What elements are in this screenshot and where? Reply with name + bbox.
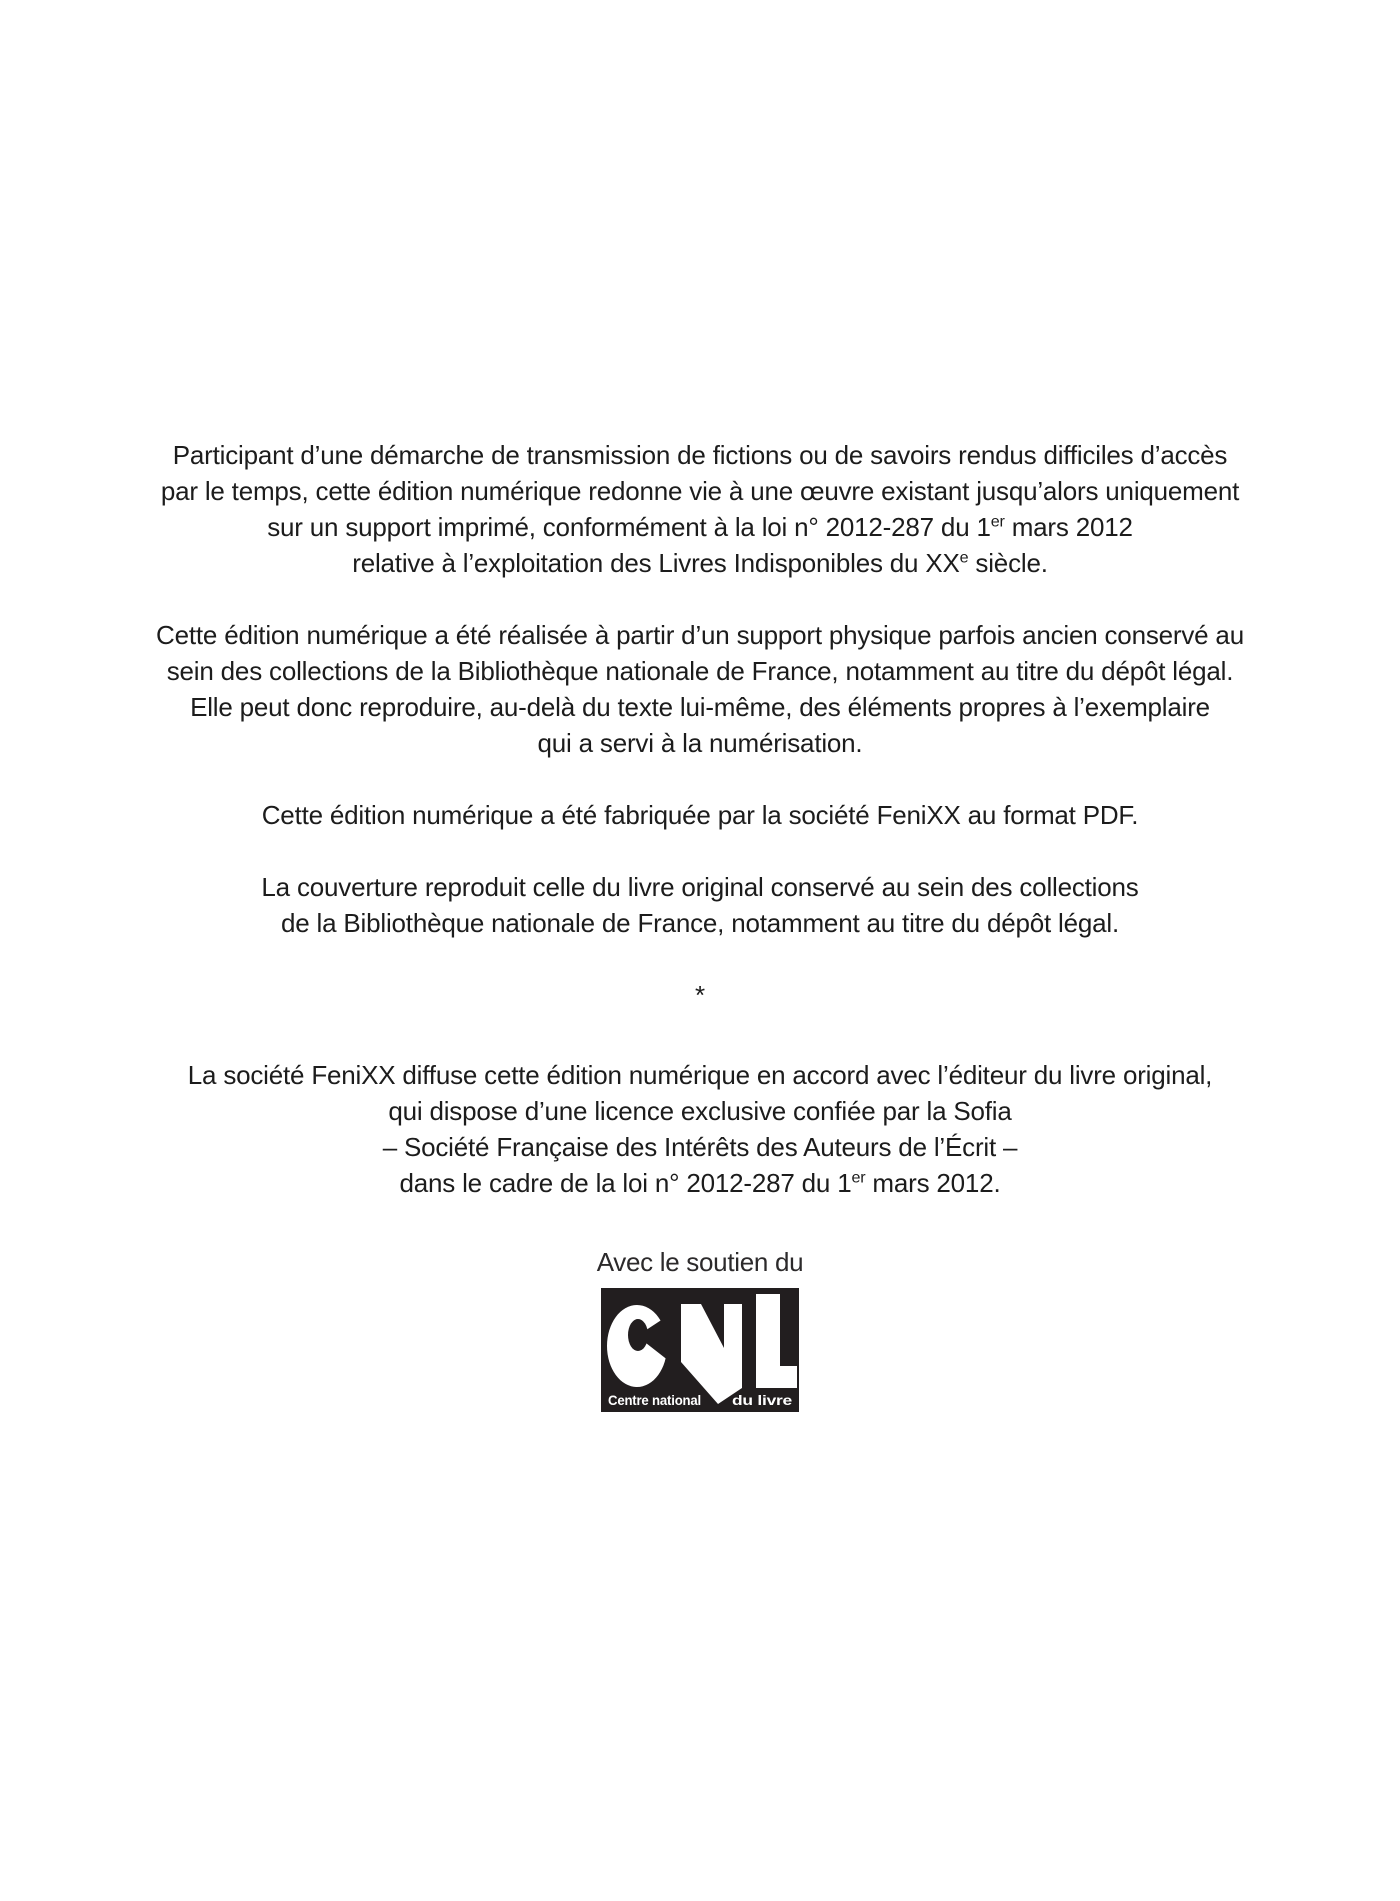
diffusion-paragraph (0, 1057, 1400, 1201)
text-line (0, 1129, 1400, 1165)
text-segment: Elle peut donc reproduire, au-delà du texte lui-même, des éléments propres à l’exemplaire (190, 692, 1210, 722)
text-line (0, 905, 1400, 941)
legal-notice-paragraph (0, 437, 1400, 581)
logo-caption-left: Centre national (608, 1392, 701, 1408)
text-segment: Cette édition numérique a été fabriquée par la société FeniXX au format PDF. (261, 800, 1139, 830)
text-segment: La couverture reproduit celle du livre original conservé au sein des collections (261, 872, 1139, 902)
text-line (0, 797, 1400, 833)
text-line (0, 473, 1400, 509)
asterisk-separator (0, 977, 1400, 1013)
text-line (0, 1057, 1400, 1093)
superscript: er (851, 1168, 866, 1187)
text-line (0, 977, 1400, 1013)
text-segment: siècle. (968, 548, 1048, 578)
text-segment: relative à l’exploitation des Livres Indisponibles du XX (352, 548, 960, 578)
cover-paragraph (0, 869, 1400, 941)
text-segment: * (695, 980, 705, 1010)
text-segment: – Société Française des Intérêts des Auteurs de l’Écrit – (382, 1132, 1018, 1162)
text-segment: dans le cadre de la loi n° 2012-287 du 1 (399, 1168, 852, 1198)
text-line (0, 617, 1400, 653)
text-line (0, 725, 1400, 761)
text-line (0, 653, 1400, 689)
text-line (0, 869, 1400, 905)
text-line (0, 1165, 1400, 1201)
text-segment: mars 2012 (1004, 512, 1133, 542)
source-paragraph (0, 617, 1400, 761)
text-segment: qui dispose d’une licence exclusive confiée par la Sofia (388, 1096, 1012, 1126)
text-line (0, 689, 1400, 725)
superscript: e (959, 548, 969, 567)
text-line (0, 1093, 1400, 1129)
text-segment: La société FeniXX diffuse cette édition numérique en accord avec l’éditeur du livre original, (187, 1060, 1213, 1090)
text-segment: sein des collections de la Bibliothèque nationale de France, notamment au titre du dépôt légal. (166, 656, 1234, 686)
text-segment: par le temps, cette édition numérique redonne vie à une œuvre existant jusqu’alors uniquement (160, 476, 1240, 506)
cnl-logo-block (0, 1247, 1400, 1412)
cnl-logo-icon (601, 1288, 799, 1412)
text-segment: qui a servi à la numérisation. (537, 728, 863, 758)
text-line (0, 437, 1400, 473)
text-line (0, 509, 1400, 545)
text-segment: Cette édition numérique a été réalisée à partir d’un support physique parfois ancien conservé au (156, 620, 1244, 650)
text-segment: mars 2012. (865, 1168, 1001, 1198)
text-line (0, 545, 1400, 581)
fabrication-paragraph (0, 797, 1400, 833)
text-segment: sur un support imprimé, conformément à la loi n° 2012-287 du 1 (267, 512, 991, 542)
logo-support-text: Avec le soutien du (596, 1247, 804, 1277)
superscript: er (990, 512, 1005, 531)
text-segment: Participant d’une démarche de transmission de fictions ou de savoirs rendus difficiles d’accès (172, 440, 1228, 470)
logo-caption-right: du livre (732, 1392, 793, 1408)
text-segment: de la Bibliothèque nationale de France, notamment au titre du dépôt légal. (281, 908, 1119, 938)
